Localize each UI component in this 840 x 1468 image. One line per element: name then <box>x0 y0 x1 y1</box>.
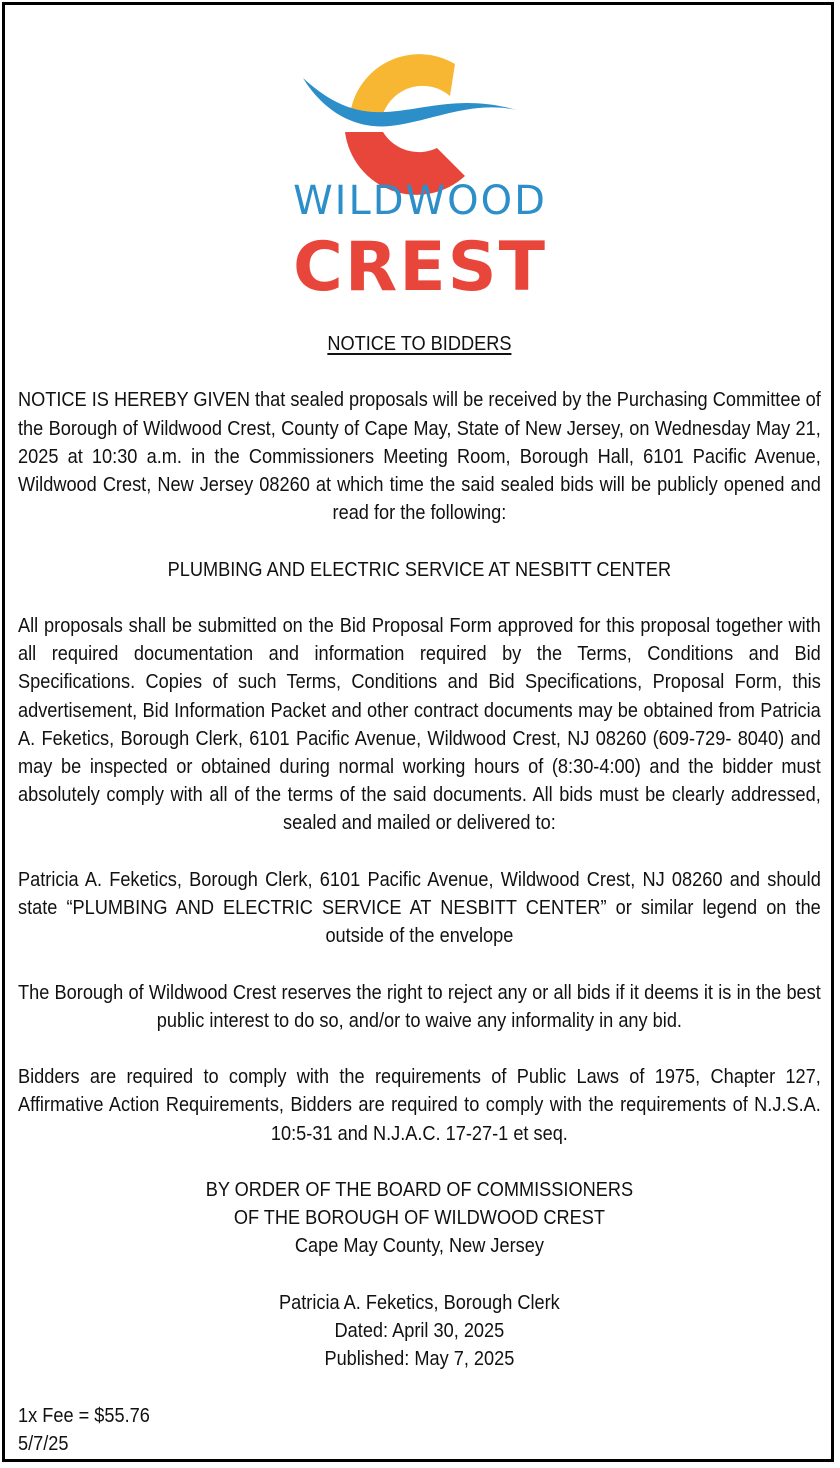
fee-date: 5/7/25 <box>18 1432 69 1455</box>
logo-mark <box>255 36 585 298</box>
notice-title: NOTICE TO BIDDERS <box>327 333 512 355</box>
order-line-2: OF THE BOROUGH OF WILDWOOD CREST <box>233 1207 605 1230</box>
paragraph-address: Patricia A. Feketics, Borough Clerk, 6101 Pacific Avenue, Wildwood Crest, NJ 08260 and should state “PLUMBING AND ELECTRIC SERVICE AT NESBITT CENTER” or similar legend on the outside of the envelope <box>18 868 821 948</box>
paragraph-proposals: All proposals shall be submitted on the Bid Proposal Form approved for this proposal together with all required documentation and information required by the Terms, Conditions and Bid Specifications. Copies of such Terms, Conditions and Bid Specifications, Proposal Form, this advertisement, Bid Information Packet and other contract documents may be obtained from Patricia A. Feketics, Borough Clerk, 6101 Pacific Avenue, Wildwood Crest, NJ 08260 (609-729- 8040) and may be inspected or obtained during normal working hours of (8:30-4:00) and the bidder must absolutely comply with all of the terms of the said documents. All bids must be clearly addressed, sealed and mailed or delivered to: <box>18 614 821 835</box>
notice-body <box>18 330 821 1458</box>
logo-word-top: WILDWOOD <box>293 178 547 224</box>
dated: Dated: April 30, 2025 <box>334 1319 505 1342</box>
paragraph-rights: The Borough of Wildwood Crest reserves the right to reject any or all bids if it deems it is in the best public interest to do so, and/or to waive any informality in any bid. <box>18 981 821 1032</box>
project-name: PLUMBING AND ELECTRIC SERVICE AT NESBITT CENTER <box>167 558 672 581</box>
paragraph-requirements: Bidders are required to comply with the requirements of Public Laws of 1975, Chapter 127, Affirmative Action Requirements, Bidders are required to comply with the requirements of N.J.S.A. 10:5-31 and N.J.A.C. 17-27-1 et seq. <box>18 1066 821 1145</box>
order-line-1: BY ORDER OF THE BOARD OF COMMISSIONERS <box>205 1178 634 1201</box>
paragraph-intro: NOTICE IS HEREBY GIVEN that sealed proposals will be received by the Purchasing Committee of the Borough of Wildwood Crest, County of Cape May, State of New Jersey, on Wednesday May 21, 2025 at 10:30 a.m. in the Commissioners Meeting Room, Borough Hall, 6101 Pacific Avenue, Wildwood Crest, New Jersey 08260 at which time the said sealed bids will be publicly opened and read for the following: <box>18 389 821 525</box>
logo-word-bottom: CREST <box>292 228 548 298</box>
order-line-3: Cape May County, New Jersey <box>294 1235 544 1258</box>
wildwood-crest-logo <box>255 36 585 298</box>
published: Published: May 7, 2025 <box>324 1348 515 1371</box>
signer: Patricia A. Feketics, Borough Clerk <box>279 1291 560 1314</box>
fee-line: 1x Fee = $55.76 <box>18 1404 150 1427</box>
